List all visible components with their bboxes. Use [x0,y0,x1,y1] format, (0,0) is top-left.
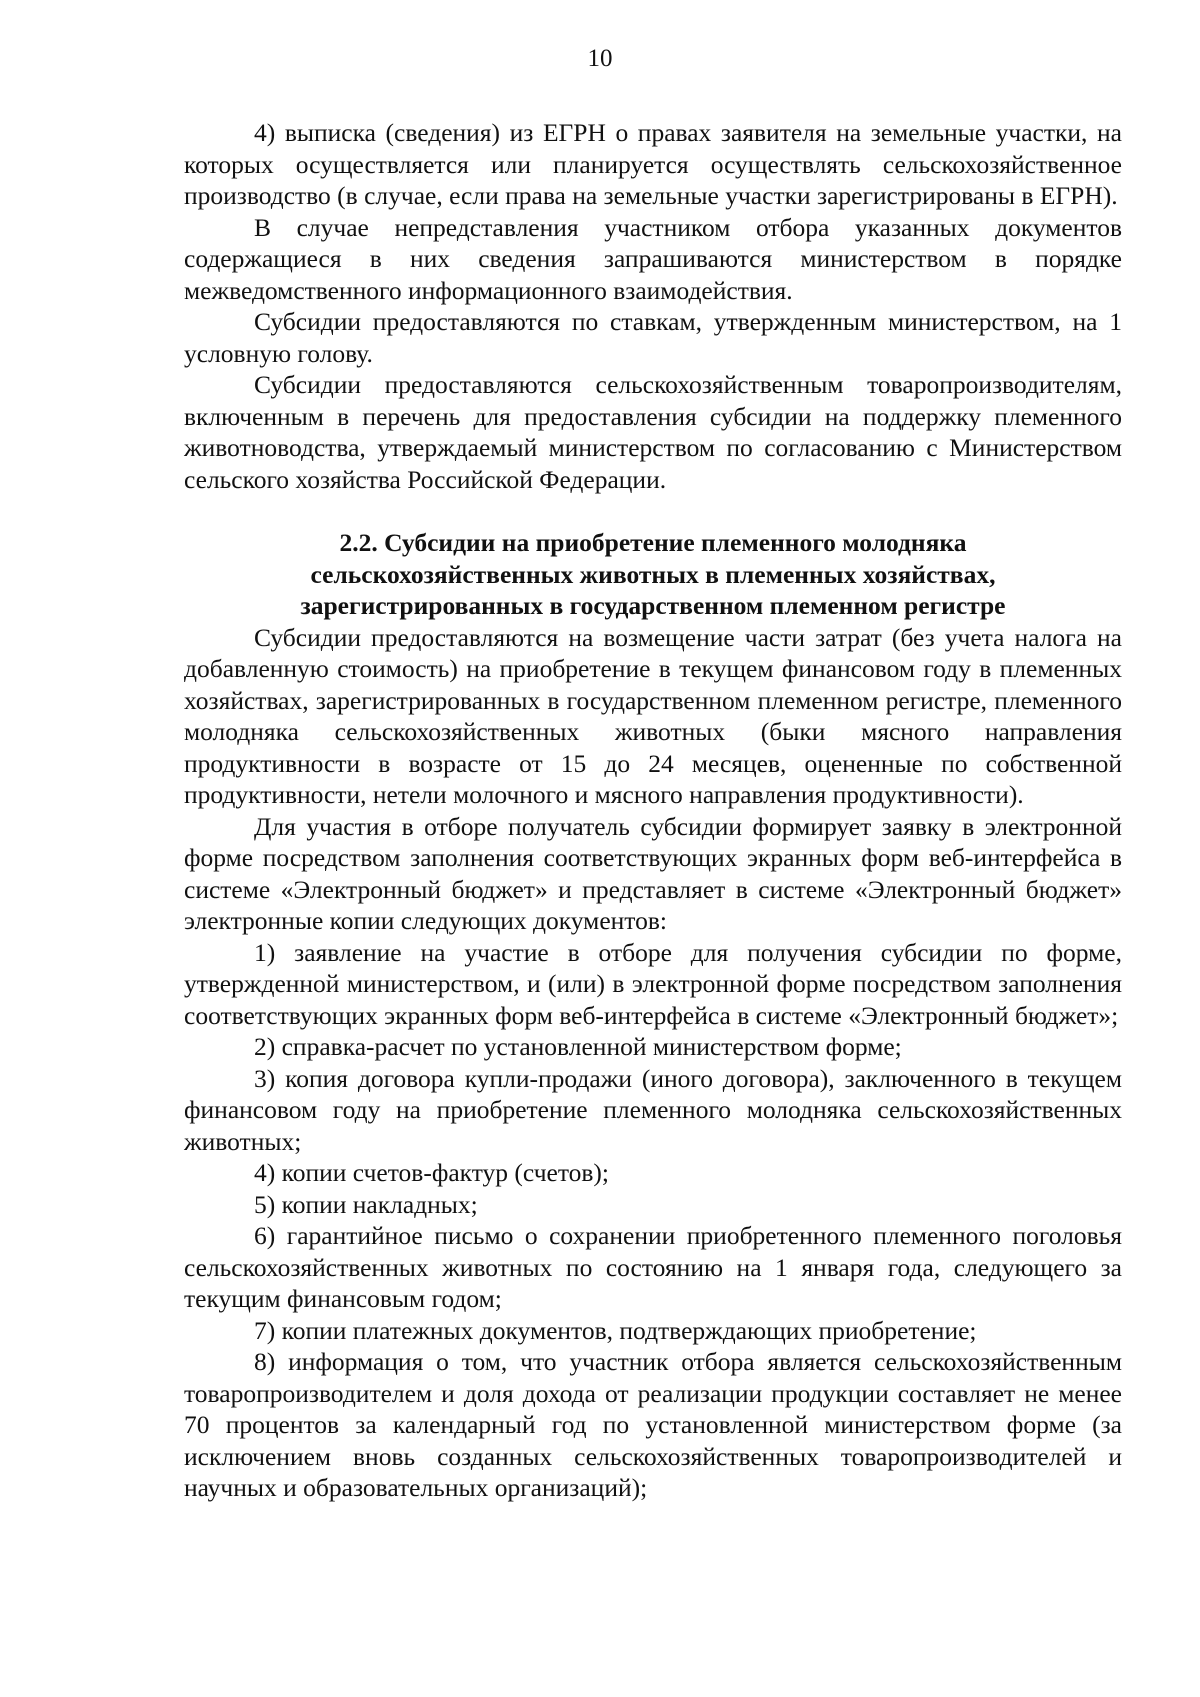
section-heading-line: зарегистрированных в государственном племенном регистре [300,591,1006,620]
document-body [184,117,1122,1504]
page-number: 10 [587,45,613,72]
list-item: 8) информация о том, что участник отбора является сельскохозяйственным товаропроизводителем и доля дохода от реализации продукции составляет не менее 70 процентов за календарный год по установленной министерством форме (за исключением вновь созданных сельскохозяйственных товаропроизводителей и научных и образовательных организаций); [184,1347,1122,1502]
section-heading-line: 2.2. Субсидии на приобретение племенного молодняка [339,528,967,557]
section-heading-line: сельскохозяйственных животных в племенных хозяйствах, [310,559,996,589]
list-item: 5) копии накладных; [254,1189,478,1219]
list-item: 1) заявление на участие в отборе для получения субсидии по форме, утвержденной министерством, и (или) в электронной форме посредством заполнения соответствующих экранных форм веб-интерфейса в системе «Электронный бюджет»; [184,937,1122,1030]
paragraph: Субсидии предоставляются на возмещение части затрат (без учета налога на добавленную стоимость) на приобретение в текущем финансовом году в племенных хозяйствах, зарегистрированных в государственном племенном регистре, племенного молодняка сельскохозяйственных животных (быки мясного направления продуктивности в возрасте от 15 до 24 месяцев, оцененные по собственной продуктивности, нетели молочного и мясного направления продуктивности). [184,622,1122,809]
paragraph: В случае непредставления участником отбора указанных документов содержащиеся в них сведения запрашиваются министерством в порядке межведомственного информационного взаимодействия. [184,212,1122,305]
list-item: 3) копия договора купли-продажи (иного договора), заключенного в текущем финансовом году на приобретение племенного молодняка сельскохозяйственных животных; [184,1063,1122,1156]
paragraph: Субсидии предоставляются сельскохозяйственным товаропроизводителям, включенным в перечень для предоставления субсидии на поддержку племенного животноводства, утверждаемый министерством по согласованию с Министерством сельского хозяйства Российской Федерации. [184,370,1122,494]
list-item: 2) справка-расчет по установленной министерством форме; [254,1032,902,1061]
list-item: 7) копии платежных документов, подтверждающих приобретение; [254,1315,977,1345]
section-heading [184,527,1122,622]
list-item: 6) гарантийное письмо о сохранении приобретенного племенного поголовья сельскохозяйственных животных по состоянию на 1 января года, следующего за текущим финансовым годом; [184,1221,1122,1313]
paragraph: 4) выписка (сведения) из ЕГРН о правах заявителя на земельные участки, на которых осуществляется или планируется осуществлять сельскохозяйственное производство (в случае, если права на земельные участки зарегистрированы в ЕГРН). [184,118,1122,210]
paragraph: Для участия в отборе получатель субсидии формирует заявку в электронной форме посредством заполнения соответствующих экранных форм веб-интерфейса в системе «Электронный бюджет» и представляет в системе «Электронный бюджет» электронные копии следующих документов: [184,811,1122,935]
paragraph: Субсидии предоставляются по ставкам, утвержденным министерством, на 1 условную голову. [184,307,1122,368]
list-item: 4) копии счетов-фактур (счетов); [254,1158,610,1187]
